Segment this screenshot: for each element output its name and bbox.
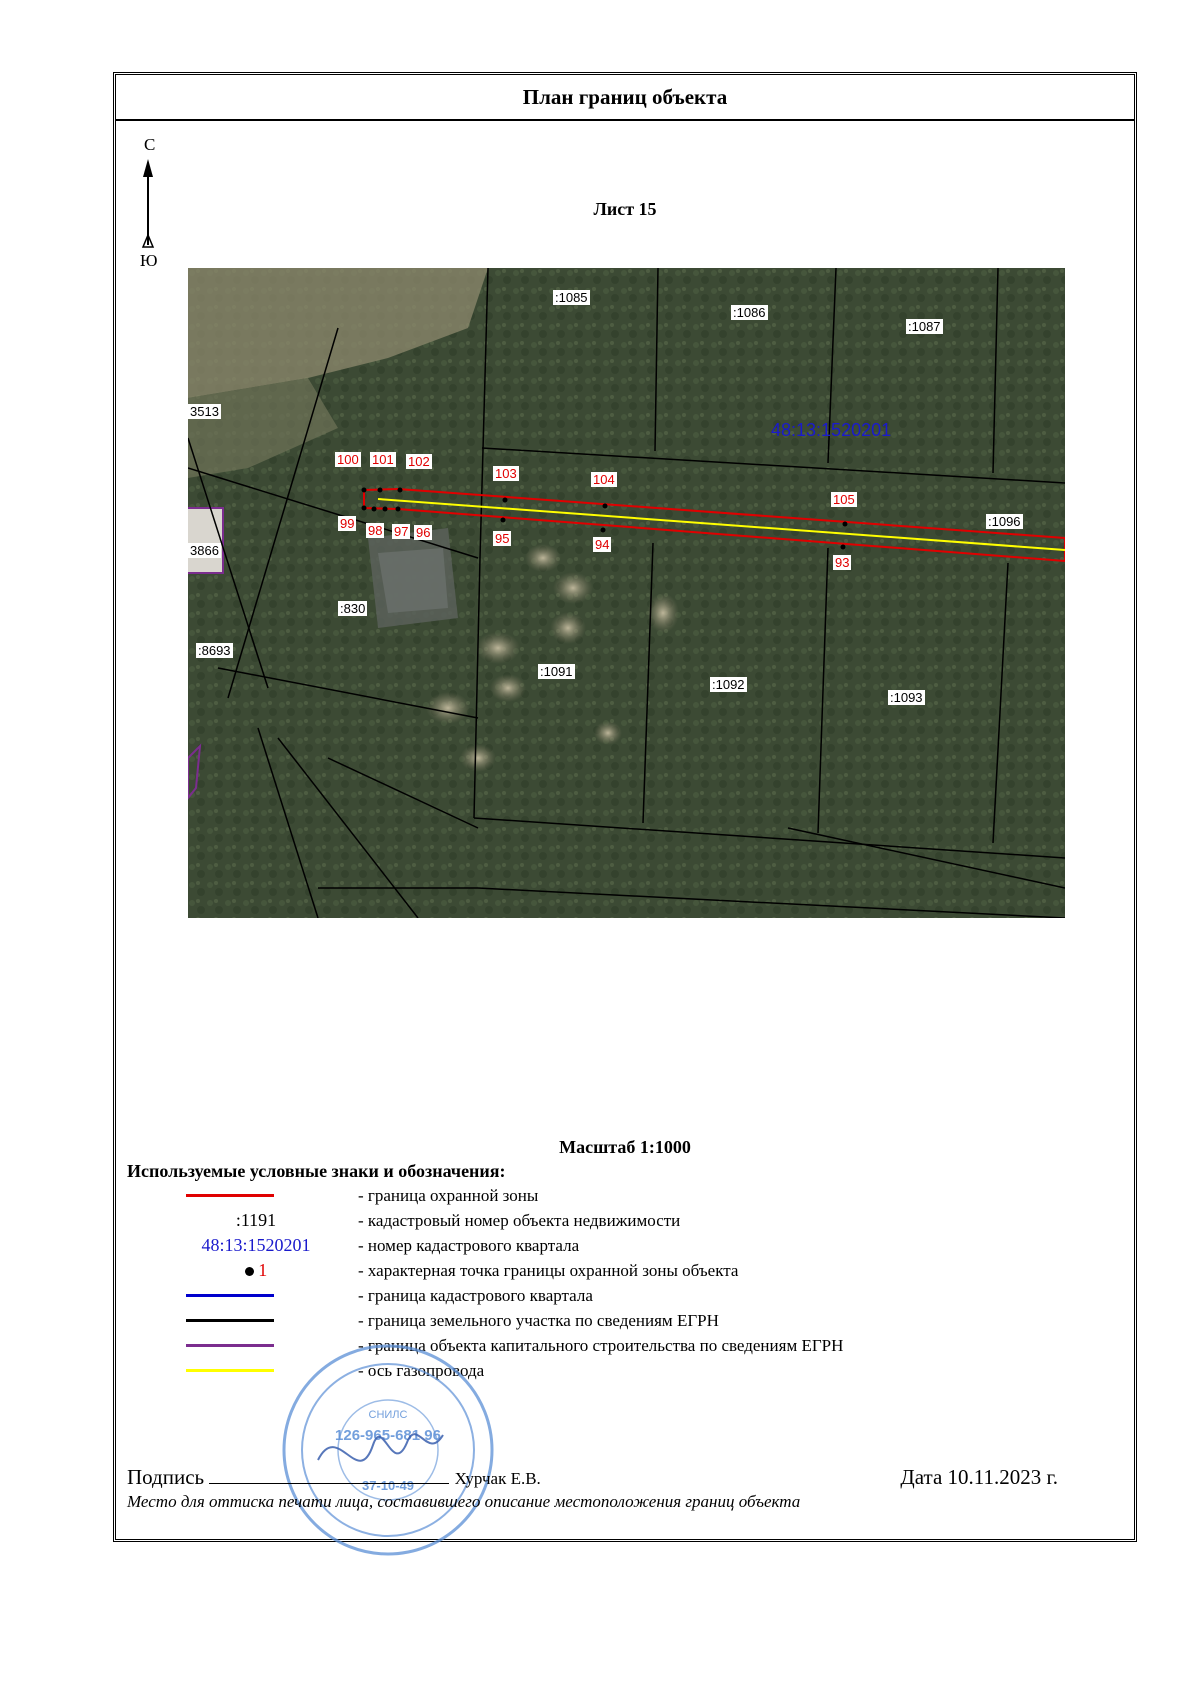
legend-description: - ось газопровода (358, 1361, 485, 1380)
legend-row (116, 1258, 1134, 1283)
legend-row (116, 1233, 1134, 1258)
south-label: Ю (140, 251, 158, 270)
map-scale: Масштаб 1:1000 (559, 1137, 691, 1157)
legend-row (116, 1283, 1134, 1308)
parcel-label: :1086 (733, 305, 766, 320)
seal-note: Место для оттиска печати лица, составившего описание местоположения границ объекта (127, 1492, 801, 1511)
point-label: 97 (394, 524, 409, 539)
legend-text-symbol: 48:13:1520201 (201, 1235, 311, 1255)
legend-row (116, 1208, 1134, 1233)
legend-point-number: 1 (258, 1260, 268, 1280)
parcel-label: :8693 (198, 643, 231, 658)
legend-description: - граница охранной зоны (358, 1186, 539, 1205)
legend-point-symbol (156, 1258, 356, 1283)
point-label: 93 (835, 555, 850, 570)
stamp-text: СНИЛС (368, 1409, 408, 1421)
point-label: 101 (372, 452, 394, 467)
map-image (188, 268, 1065, 918)
point-label: 98 (368, 523, 383, 538)
signer-name: Хурчак Е.В. (454, 1469, 541, 1488)
legend-title: Используемые условные знаки и обозначения: (127, 1161, 506, 1181)
point-label: 102 (408, 454, 430, 469)
legend-description: - характерная точка границы охранной зоны объекта (358, 1261, 739, 1280)
point-label: 95 (495, 531, 510, 546)
legend-row (116, 1183, 1134, 1208)
parcel-label: :1092 (712, 677, 745, 692)
map-svg (188, 268, 1065, 918)
parcel-label: :1087 (908, 319, 941, 334)
point-label: 105 (833, 492, 855, 507)
point-label: 100 (337, 452, 359, 467)
handwritten-signature (318, 1434, 443, 1461)
legend-line-symbol (186, 1344, 274, 1347)
legend-description: - номер кадастрового квартала (358, 1236, 580, 1255)
legend-description: - граница объекта капитального строительства по сведениям ЕГРН (358, 1336, 844, 1355)
point-label: 103 (495, 466, 517, 481)
stamp-text: 126-965-681 96 (335, 1427, 441, 1444)
point-label: 94 (595, 537, 610, 552)
parcel-label: :1093 (890, 690, 923, 705)
point-dot-icon (245, 1267, 254, 1276)
signature-label: Подпись (127, 1465, 205, 1489)
parcel-label: :1085 (555, 290, 588, 305)
sheet-number: Лист 15 (593, 199, 657, 219)
legend-line-symbol (186, 1369, 274, 1372)
point-label: 96 (416, 525, 431, 540)
legend-description: - граница земельного участка по сведениям ЕГРН (358, 1311, 719, 1330)
parcel-label: :1096 (988, 514, 1021, 529)
legend-row (116, 1358, 1134, 1383)
signature-block (127, 1465, 541, 1490)
document-title: План границ объекта (116, 75, 1134, 121)
legend-line-symbol (186, 1319, 274, 1322)
document-date: Дата 10.11.2023 г. (900, 1465, 1058, 1489)
legend (116, 1183, 1134, 1383)
signature-line (209, 1465, 449, 1484)
legend-line-symbol (186, 1294, 274, 1297)
legend-line-symbol (186, 1194, 274, 1197)
parcel-label: 3513 (190, 404, 219, 419)
north-label: С (144, 135, 156, 154)
stamp-text: 37-10-49 (361, 1478, 415, 1493)
legend-row (116, 1308, 1134, 1333)
legend-description: - кадастровый номер объекта недвижимости (358, 1211, 681, 1230)
quarter-label: 48:13:1520201 (771, 420, 892, 440)
legend-row (116, 1333, 1134, 1358)
parcel-label: :830 (340, 601, 366, 616)
parcel-label: :1091 (540, 664, 573, 679)
legend-description: - граница кадастрового квартала (358, 1286, 593, 1305)
point-label: 104 (593, 472, 615, 487)
document-frame (113, 72, 1137, 1542)
parcel-label: 3866 (190, 543, 219, 558)
point-label: 99 (340, 516, 355, 531)
legend-text-symbol: :1191 (235, 1210, 277, 1230)
